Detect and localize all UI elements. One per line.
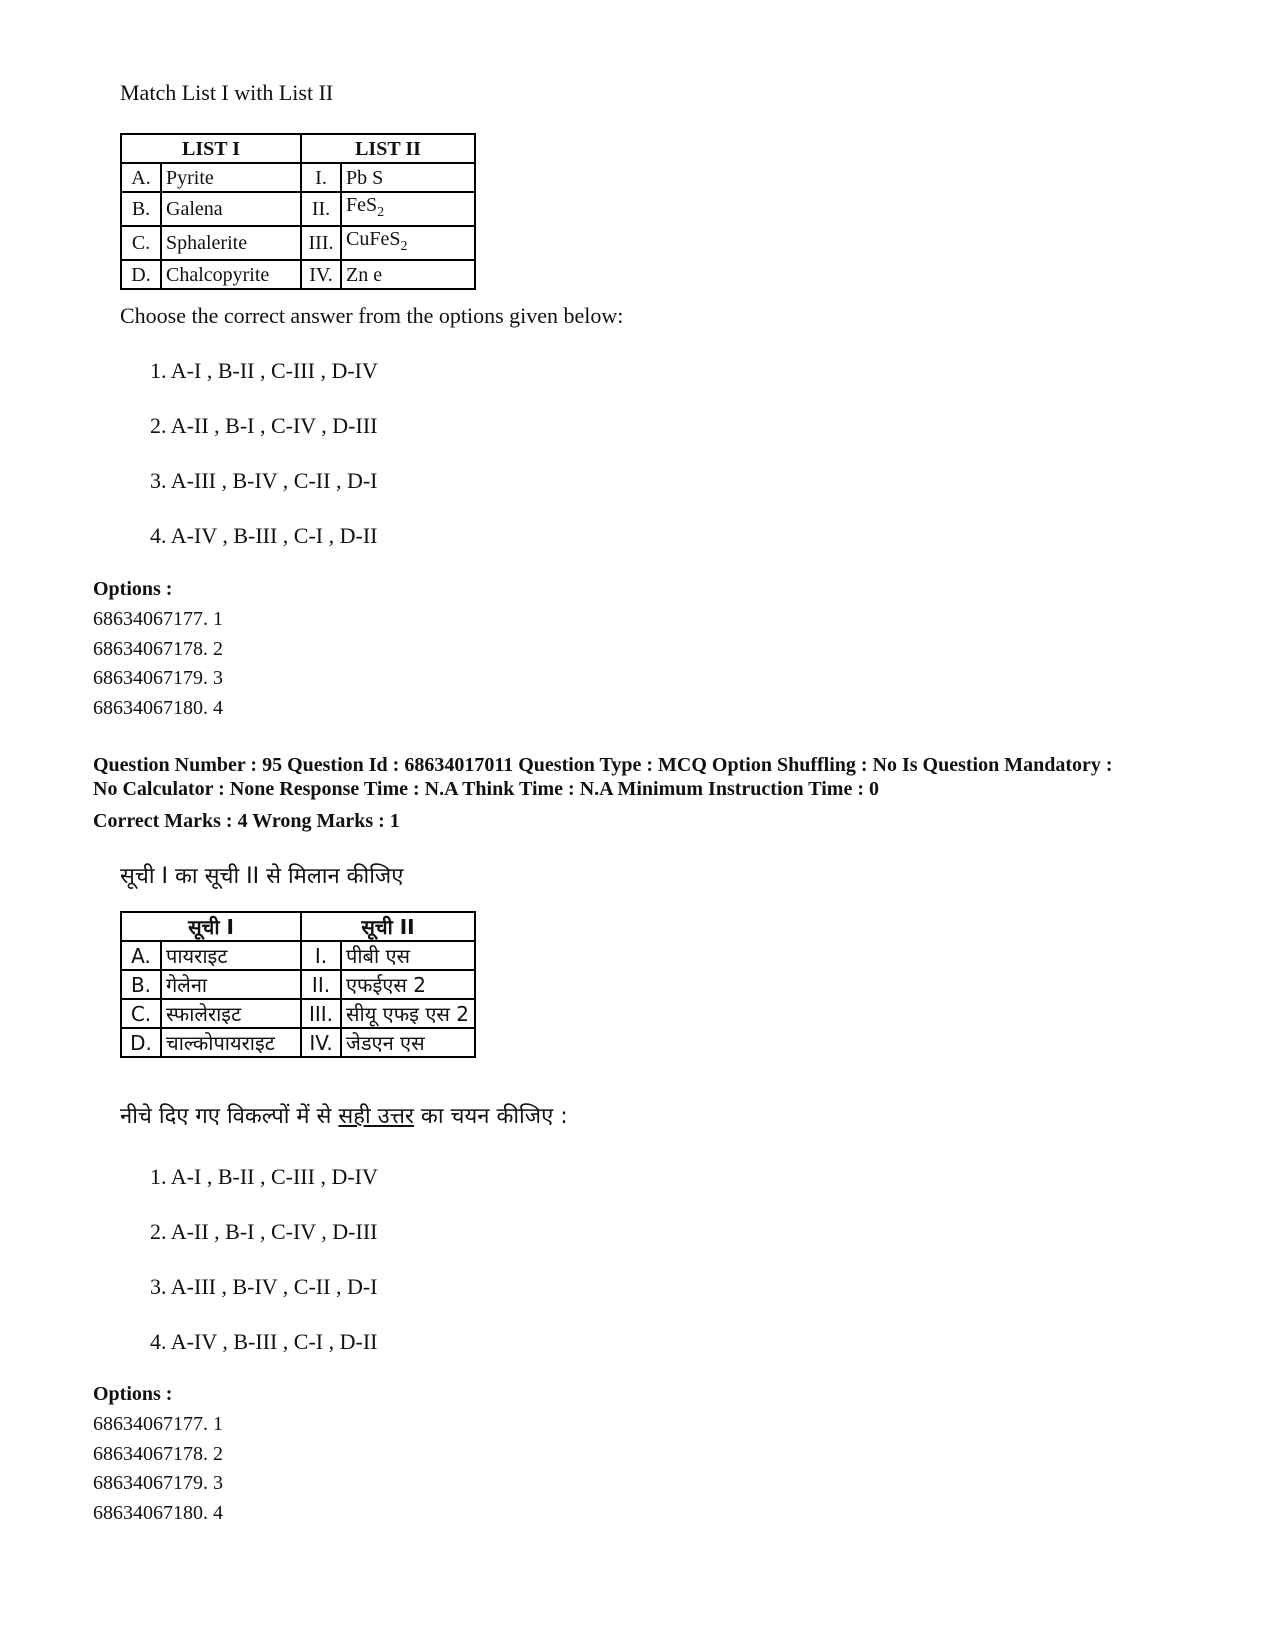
formula: Zn e [341, 260, 475, 289]
row-roman: III. [301, 226, 341, 260]
list-item: 4. A-IV , B-III , C-I , D-II [150, 523, 378, 548]
answer-choices [150, 356, 378, 576]
formula: CuFeS$_2$ [341, 226, 475, 260]
list-item: 68634067179. 3 [93, 1472, 223, 1494]
list-item: 2. A-II , B-I , C-IV , D-III [150, 1219, 378, 1244]
question-meta [93, 753, 1203, 801]
mineral-name: Pyrite [161, 163, 301, 192]
table-row [121, 260, 475, 289]
mineral-name: पायराइट [161, 941, 301, 970]
choose-instruction: Choose the correct answer from the options given below: [120, 303, 624, 328]
list-2-header: सूची II [301, 912, 475, 941]
row-letter: D. [121, 1028, 161, 1057]
mineral-name: Galena [161, 192, 301, 226]
formula: सीयू एफइ एस 2 [341, 999, 475, 1028]
formula: जेडएन एस [341, 1028, 475, 1057]
match-instruction: Match List I with List II [120, 80, 334, 105]
list-item: 3. A-III , B-IV , C-II , D-I [150, 1274, 378, 1299]
row-roman: II. [301, 970, 341, 999]
row-roman: I. [301, 941, 341, 970]
table-row [121, 970, 475, 999]
list-item: 1. A-I , B-II , C-III , D-IV [150, 358, 378, 383]
list-2-header: LIST II [301, 134, 475, 163]
list-item: 68634067179. 3 [93, 667, 223, 689]
choose-instruction [120, 1100, 568, 1130]
choose-text-underlined: सही उत्तर [338, 1104, 414, 1129]
table-row [121, 1028, 475, 1057]
row-letter: A. [121, 163, 161, 192]
row-roman: II. [301, 192, 341, 226]
table-row [121, 999, 475, 1028]
list-item: 68634067178. 2 [93, 637, 223, 660]
list-item: 68634067180. 4 [93, 696, 223, 719]
options-list [93, 1410, 223, 1528]
table-row [121, 941, 475, 970]
mineral-name: स्फालेराइट [161, 999, 301, 1028]
row-letter: A. [121, 941, 161, 970]
row-roman: I. [301, 163, 341, 192]
question-meta-line-2: No Calculator : None Response Time : N.A Think Time : N.A Minimum Instruction Time : 0 [93, 778, 879, 800]
table-row [121, 163, 475, 192]
choose-text-pre: नीचे दिए गए विकल्पों में से [120, 1104, 339, 1129]
list-item: 68634067177. 1 [93, 1413, 223, 1435]
match-table [120, 133, 476, 290]
options-title: Options : [93, 1383, 173, 1405]
row-letter: C. [121, 999, 161, 1028]
list-item: 68634067177. 1 [93, 608, 223, 630]
answer-choices [150, 1162, 378, 1382]
row-roman: IV. [301, 260, 341, 289]
list-item: 68634067178. 2 [93, 1442, 223, 1465]
table-row [121, 226, 475, 260]
choose-text-post: का चयन कीजिए : [413, 1104, 568, 1129]
options-list [93, 605, 223, 723]
row-letter: B. [121, 970, 161, 999]
options-title: Options : [93, 578, 173, 600]
mineral-name: चाल्कोपायराइट [161, 1028, 301, 1057]
formula: एफईएस 2 [341, 970, 475, 999]
row-roman: IV. [301, 1028, 341, 1057]
mineral-name: Sphalerite [161, 226, 301, 260]
list-1-header: सूची I [121, 912, 301, 941]
row-letter: C. [121, 226, 161, 260]
match-instruction: सूची I का सूची II से मिलान कीजिए [120, 864, 404, 889]
mineral-name: Chalcopyrite [161, 260, 301, 289]
mineral-name: गेलेना [161, 970, 301, 999]
list-item: 68634067180. 4 [93, 1501, 223, 1524]
list-item: 4. A-IV , B-III , C-I , D-II [150, 1329, 378, 1354]
list-item: 1. A-I , B-II , C-III , D-IV [150, 1164, 378, 1189]
marks-info: Correct Marks : 4 Wrong Marks : 1 [93, 810, 400, 832]
list-item: 2. A-II , B-I , C-IV , D-III [150, 413, 378, 438]
match-table [120, 911, 476, 1058]
table-row [121, 192, 475, 226]
list-1-header: LIST I [121, 134, 301, 163]
formula: पीबी एस [341, 941, 475, 970]
question-meta-line-1: Question Number : 95 Question Id : 68634017011 Question Type : MCQ Option Shuffling : No Is Question Mandatory : [93, 754, 1113, 776]
row-letter: D. [121, 260, 161, 289]
row-letter: B. [121, 192, 161, 226]
formula: FeS$_2$ [341, 192, 475, 226]
list-item: 3. A-III , B-IV , C-II , D-I [150, 468, 378, 493]
row-roman: III. [301, 999, 341, 1028]
formula: Pb S [341, 163, 475, 192]
